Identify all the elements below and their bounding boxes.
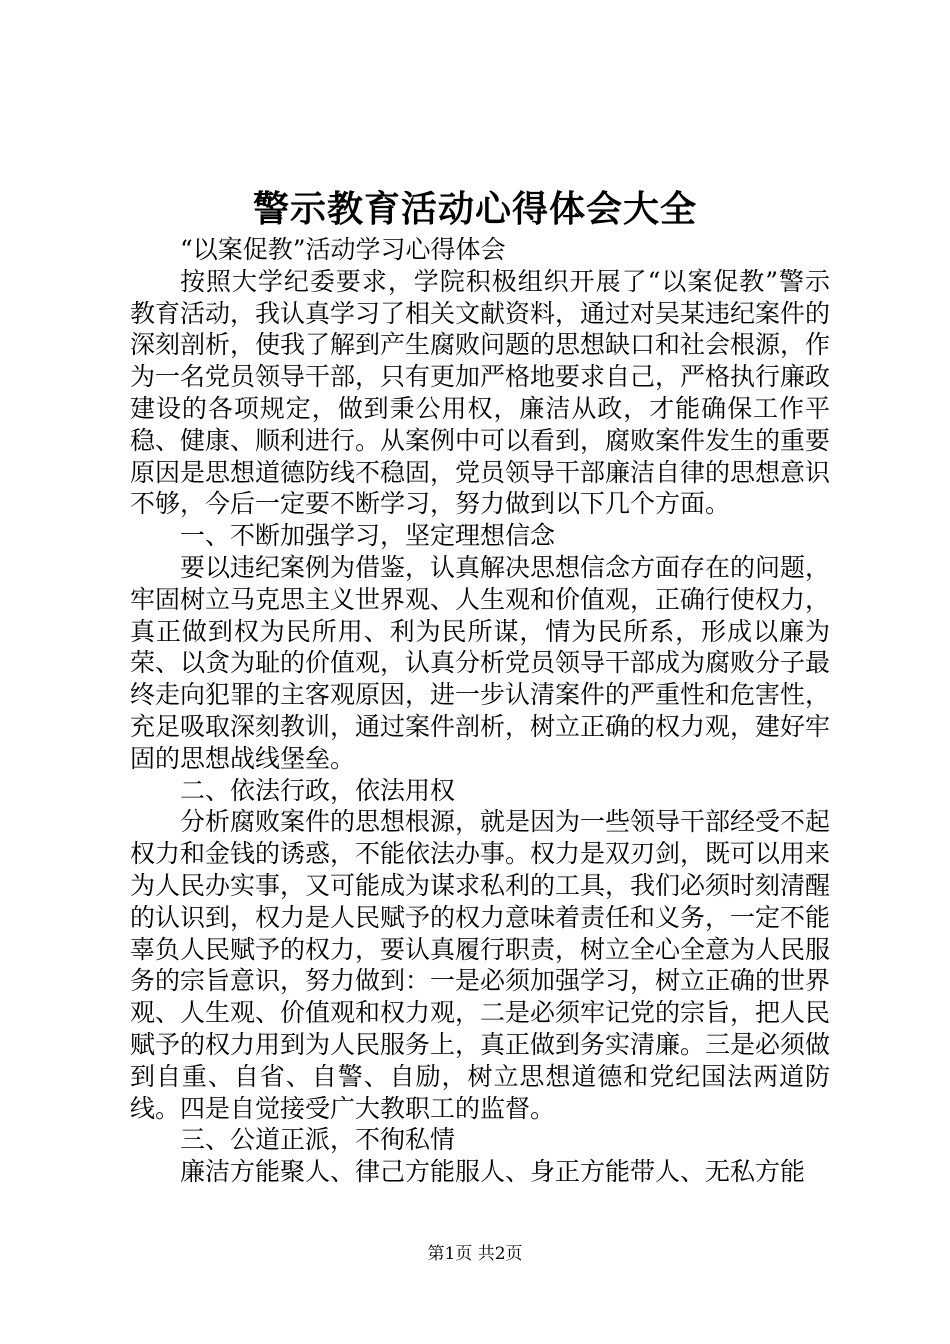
document-title: 警示教育活动心得体会大全 bbox=[252, 188, 697, 230]
paragraph-section-1: 要以违纪案例为借鉴，认真解决思想信念方面存在的问题，牢固树立马克思主义世界观、人生观和价值观，正确行使权力，真正做到权为民所用、利为民所谋，情为民所系，形成以廉为荣、以贪为耻的价值观，认真分析党员领导干部成为腐败分子最终走向犯罪的主客观原因，进一步认清案件的严重性和危害性，充足吸取深刻教训，通过案件剖析，树立正确的权力观，建好牢固的思想战线堡垒。 bbox=[130, 552, 831, 773]
section-heading-3: 三、公道正派，不徇私情 bbox=[180, 1125, 456, 1155]
page-number-footer: 第1页 共2页 bbox=[427, 1244, 523, 1264]
paragraph-intro: 按照大学纪委要求，学院积极组织开展了“以案促教”警示教育活动，我认真学习了相关文献资料，通过对吴某违纪案件的深刻剖析，使我了解到产生腐败问题的思想缺口和社会根源，作为一名党员领导干部，只有更加严格地要求自己，严格执行廉政建设的各项规定，做到秉公用权，廉洁从政，才能确保工作平稳、健康、顺利进行。从案例中可以看到，腐败案件发生的重要原因是思想道德防线不稳固，党员领导干部廉洁自律的思想意识不够，今后一定要不断学习，努力做到以下几个方面。 bbox=[130, 266, 831, 519]
section-heading-2: 二、依法行政，依法用权 bbox=[180, 775, 456, 805]
paragraph-subtitle: “以案促教”活动学习心得体会 bbox=[180, 235, 506, 264]
paragraph-section-2: 分析腐败案件的思想根源，就是因为一些领导干部经受不起权力和金钱的诱惑，不能依法办事。权力是双刃剑，既可以用来为人民办实事，又可能成为谋求私利的工具，我们必须时刻清醒的认识到，权力是人民赋予的权力意味着责任和义务，一定不能辜负人民赋予的权力，要认真履行职责，树立全心全意为人民服务的宗旨意识，努力做到：一是必须加强学习，树立正确的世界观、人生观、价值观和权力观，二是必须牢记党的宗旨，把人民赋予的权力用到为人民服务上，真正做到务实清廉。三是必须做到自重、自省、自警、自励，树立思想道德和党纪国法两道防线。四是自觉接受广大教职工的监督。 bbox=[130, 807, 831, 1123]
paragraph-section-3: 廉洁方能聚人、律己方能服人、身正方能带人、无私方能 bbox=[180, 1157, 806, 1187]
document-body bbox=[130, 234, 830, 1188]
section-heading-1: 一、不断加强学习，坚定理想信念 bbox=[180, 521, 556, 551]
